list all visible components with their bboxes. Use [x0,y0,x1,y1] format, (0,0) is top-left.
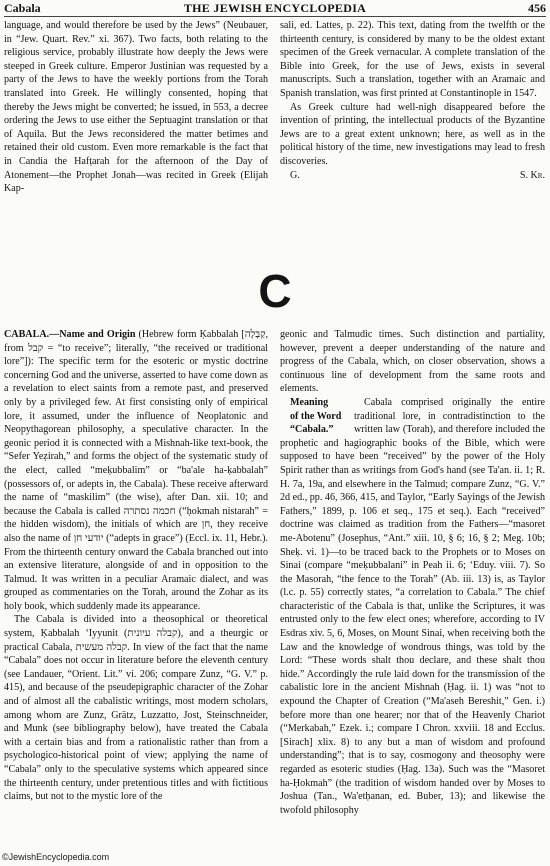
article-signature [280,169,545,183]
article-right-column [280,328,545,817]
page-number: 456 [528,1,546,15]
top-right-paragraph-1: sali, ed. Lattes, p. 22). This text, dating from the twelfth or the thirteenth century, is considered by many to be the oldest extant specimen of the Greek vernacular. A complete translation of the Bible into Greek, for the use of Jews, exists in several manuscripts. Such a translation, together with an Aramaic and Spanish translation, was first printed at Constantinople in 1547. [280,20,545,99]
article-right-paragraph-2 [280,396,545,817]
article-left-column [4,328,268,804]
margin-sidenote [280,396,348,437]
top-right-column [280,19,545,183]
header-section-name: Cabala [4,1,41,15]
signature-left: G. [290,169,300,181]
article-paragraph-2: The Cabala is divided into a theosophical or theoretical system, Ḳabbalah ‘Iyyunit (קבלה עיונית), and a theurgic or practical Cabala, קבלה מעשית. In view of the fact that the name “Cabala” does not occur in literature before the eleventh century (see Landauer, “Orient. Lit.” vi. 206; compare Zunz, “G. V.” p. 415), and because of the pseudepigraphic character of the Zohar and of almost all the cabalistic writings, most modern scholars, among whom are Zunz, Grätz, Luzzatto, Jost, Steinschneider, and Munk (see bibliography below), have treated the Cabala with a certain bias and from a rationalistic rather than from a psychologico-historical point of view; applying the name of “Cabala” only to the speculative systems which appeared since the thirteenth century, under pretentious titles and with fictitious claims, but not to the mystic lore of the [4,614,268,803]
section-letter: C [258,265,292,317]
sidenote-line-1: Meaning [290,396,329,408]
sidenote-line-3: “Cabala.” [290,424,334,436]
sidenote-line-2: of the Word [290,410,342,422]
copyright-footer: ©JewishEncyclopedia.com [2,852,110,862]
article-right-paragraph-2-text: Cabala comprised originally the entire traditional lore, in contradistinction to the written law (Torah), and therefore included the prophetic and hagiographic books of the Bible, which were supposed to have been “received” by the power of the Holy Spirit rather than as writings from God's hand (see Ta'an. ii. 1; R. H. 7a, 19a, and elsewhere in the Talmud; compare Zunz, “G. V.” 2d ed., pp. 46, 366, 415, and Taylor, “Early Sayings of the Jewish Fathers,” 1899, p. 106 et seq., 175 et seq.). Each “received” doctrine was claimed as tradition from the Fathers—“masoret me-Abotenu” (Josephus, “Ant.” xiii. 10, § 6; 16, § 2; Meg. 10b; Sheḳ. vi. 1)—to be traced back to the Prophets or to Moses on Sinai (compare “meḳubbalani” in Peah ii. 6; ‘Eduy. viii. 7). So the Masorah, “the fence to the Torah” (Ab. iii. 13) is, as Taylor (l.c. p. 55) correctly states, “a correlation to Cabala.” The chief characteristic of the Cabala is that, unlike the Scriptures, it was entrusted only to the few elect ones; wherefore, according to IV Esdras xiv. 5, 6, Moses, on Mount Sinai, when receiving both the Law and the knowledge of wondrous things, was told by the Lord: “These words shalt thou declare, and these shalt thou hide.” Accordingly the rule laid down for the transmission of the cabalistic lore in the ancient Mishnah (Ḥag. ii. 1) was “not to expound the Chapter of Creation (“Ma'aseh Bereshit,” Gen. i.) before more than one hearer; nor that of the Heavenly Chariot (“Merkabah,” Ezek. i.; compare I Chron. xxviii. 18 and Ecclus. [Sirach] xlix. 8) to any but a man of wisdom and profound understanding”; that is to say, cosmogony and theosophy were regarded as esoteric studies (Ḥag. 13a). Such was the “Masoret ha-Ḥokmah” (the tradition of wisdom handed over by Moses to Joshua (Tan., Wa'etḥanan, ed. Buber, 13); and likewise the twofold philosophy [280,396,545,816]
top-left-column [4,19,268,196]
article-paragraph-1 [4,328,268,613]
article-paragraph-1-text: (Hebrew form Ḳabbalah [קַבָּלָה, from קבל = “to receive”; literally, “the received or traditional lore”]): The specific term for the esoteric or mystic doctrine concerning God and the universe, asserted to have come down as a revelation to elect saints from a remote past, and preserved only by a privileged few. At first consisting only of empirical lore, it assumed, under the influence of Neoplatonic and Neopythagorean philosophy, a speculative character. In the geonic period it is connected with a Mishnah-like text-book, the “Sefer Yeẓirah,” and forms the object of the systematic study of the elect, called “meḳubbalim” or “ba'ale ha-ḳabbalah” (possessors of, or adepts in, the Cabala). These receive afterward the name of “maskilim” (the wise), after Dan. xii. 10; and because the Cabala is called חכמה נסתרה (“ḥokmah nistarah” = the hidden wisdom), the initials of which are חן, they receive also the name of יודעי חן (“adepts in grace”) (Eccl. ix. 11, Hebr.). From the thirteenth century onward the Cabala branched out into an extensive literature, alongside of and in opposition to the Talmud. It was written in a peculiar Aramaic dialect, and was grouped as commentaries on the Torah, around the Zohar as its holy book, which suddenly made its appearance. [4,329,269,612]
running-header [4,0,546,17]
article-right-paragraph-1: geonic and Talmudic times. Such distinction and partiality, however, prevent a deeper understanding of the nature and progress of the Cabala, which, on closer observation, shows a continuous line of development from the same roots and elements. [280,329,545,395]
top-left-paragraph: language, and would therefore be used by the Jews” (Neubauer, in “Jew. Quart. Rev.” xi. 367). Two facts, both relating to the religious service, probably illustrate how deeply the Jews were steeped in Greek culture. Emperor Justinian was requested by a party of the Jews to have the weekly portions from the Torah translated into Greek. He willingly consented, hoping that thereby the Jews might be converted; he issued, in 553, a decree ordering the Jews to use either the Septuagint translation or that of Aquila. But the Jews reconsidered the matter betimes and retained their old custom. Even more remarkable is the fact that in Candia the Hafṭarah for the afternoon of the Day of Atonement—the Prophet Jonah—was recited in Greek (Elijah Kap- [4,20,268,195]
signature-right: S. Kr. [519,169,545,181]
top-right-paragraph-2: As Greek culture had well-nigh disappeared before the invention of printing, the intellectual products of the Byzantine Jews are to a great extent unknown; here, as well as in the political history of the time, new investigations may lead to fresh discoveries. [280,101,545,167]
header-title: THE JEWISH ENCYCLOPEDIA [183,1,367,15]
article-title: CABALA.—Name and Origin [4,329,136,340]
